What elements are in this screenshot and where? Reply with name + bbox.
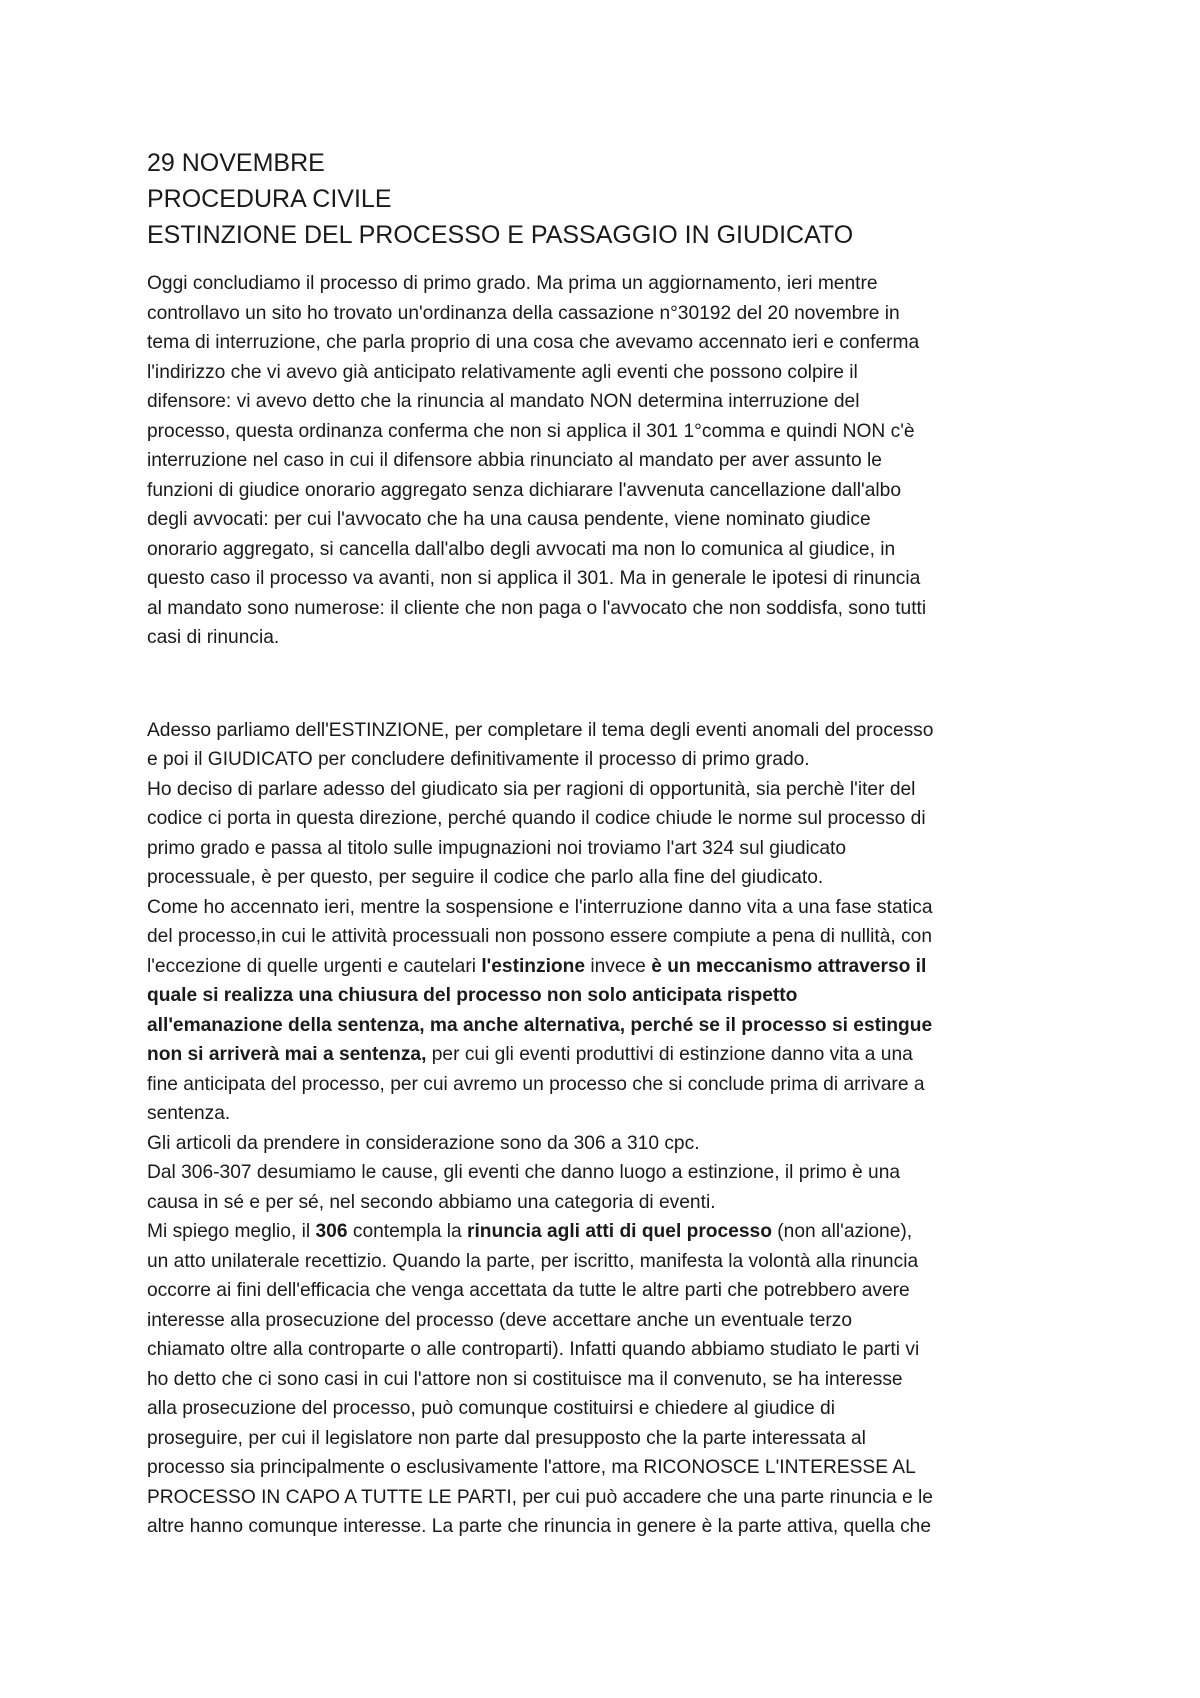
text-line: al mandato sono numerose: il cliente che non paga o l'avvocato che non soddisfa, sono tutti [147, 597, 927, 619]
text-run: un atto unilaterale recettizio. Quando la parte, per iscritto, manifesta la volontà alla rinuncia [147, 1250, 919, 1272]
document-content [147, 145, 1067, 1542]
text-line: l'indirizzo che vi avevo già anticipato relativamente agli eventi che possono colpire il [147, 361, 858, 383]
text-line [147, 1306, 1067, 1336]
text-run: processo sia principalmente o esclusivamente l'attore, ma RICONOSCE L'INTERESSE AL [147, 1457, 916, 1478]
text-run: contempla la [347, 1221, 467, 1242]
text-line: tema di interruzione, che parla proprio di una cosa che avevamo accennato ieri e conferma [147, 332, 920, 353]
text-line [147, 1394, 1067, 1424]
text-line [147, 863, 1067, 893]
text-line: onorario aggregato, si cancella dall'albo degli avvocati ma non lo comunica al giudice, in [147, 538, 896, 560]
text-line [147, 804, 1067, 834]
text-run: alla prosecuzione del processo, può comunque costituirsi e chiedere al giudice di [147, 1398, 835, 1419]
text-line [147, 1365, 1067, 1395]
text-line [147, 745, 1067, 775]
text-run: primo grado e passa al titolo sulle impugnazioni noi troviamo l'art 324 sul giudicato [147, 837, 847, 859]
text-run: (non all'azione), [771, 1221, 913, 1242]
text-line [147, 1099, 1067, 1129]
text-run: Adesso parliamo dell'ESTINZIONE, per completare il tema degli eventi anomali del processo [147, 719, 934, 741]
bold-text: 306 [315, 1221, 348, 1242]
text-run: Gli articoli da prendere in considerazione sono da 306 a 310 cpc. [147, 1132, 700, 1154]
text-line [147, 981, 1067, 1011]
text-line: degli avvocati: per cui l'avvocato che ha una causa pendente, viene nominato giudice [147, 509, 871, 530]
text-run: Come ho accennato ieri, mentre la sospensione e l'interruzione danno vita a una fase statica [147, 896, 933, 918]
text-line [147, 1483, 1067, 1513]
text-line: Oggi concludiamo il processo di primo grado. Ma prima un aggiornamento, ieri mentre [147, 273, 878, 294]
text-line: funzioni di giudice onorario aggregato senza dichiarare l'avvenuta cancellazione dall'albo [147, 479, 901, 501]
text-line [147, 1217, 1067, 1247]
text-line: interruzione nel caso in cui il difensore abbia rinunciato al mandato per aver assunto le [147, 450, 882, 471]
text-run: ho detto che ci sono casi in cui l'attore non si costituisce ma il convenuto, se ha interesse [147, 1368, 903, 1390]
subject-heading: PROCEDURA CIVILE [147, 185, 392, 213]
text-line [147, 1158, 1067, 1188]
body-paragraph [147, 716, 1067, 1542]
bold-text: all'emanazione della sentenza, ma anche alternativa, perché se il processo si estingue [147, 1014, 933, 1036]
text-line: casi di rinuncia. [147, 627, 280, 648]
text-line: difensore: vi avevo detto che la rinuncia al mandato NON determina interruzione del [147, 391, 860, 412]
bold-text: quale si realizza una chiusura del processo non solo anticipata rispetto [147, 985, 798, 1006]
text-run: interesse alla prosecuzione del processo (deve accettare anche un eventuale terzo [147, 1309, 853, 1331]
text-run: e poi il GIUDICATO per concludere definitivamente il processo di primo grado. [147, 749, 810, 770]
bold-text: è un meccanismo attraverso il [651, 955, 927, 977]
bold-text: non si arriverà mai a sentenza, [147, 1044, 427, 1065]
text-line [147, 716, 1067, 746]
text-line [147, 1188, 1067, 1218]
text-run: Mi spiego meglio, il [147, 1221, 316, 1242]
text-run: proseguire, per cui il legislatore non parte dal presupposto che la parte interessata al [147, 1427, 866, 1449]
text-line [147, 893, 1067, 923]
text-line [147, 922, 1067, 952]
text-run: del processo,in cui le attività processuali non possono essere compiute a pena di nullità, con [147, 926, 933, 947]
text-line [147, 1247, 1067, 1277]
text-line: controllavo un sito ho trovato un'ordinanza della cassazione n°30192 del 20 novembre in [147, 302, 900, 324]
text-run: sentenza. [147, 1103, 231, 1124]
text-line [147, 1070, 1067, 1100]
text-run: fine anticipata del processo, per cui avremo un processo che si conclude prima di arrivare a [147, 1073, 925, 1095]
text-run: occorre ai fini dell'efficacia che venga accettata da tutte le altre parti che potrebbero avere [147, 1280, 910, 1301]
intro-paragraph [147, 269, 1067, 653]
text-line [147, 1453, 1067, 1483]
text-run: PROCESSO IN CAPO A TUTTE LE PARTI, per cui può accadere che una parte rinuncia e le [147, 1486, 933, 1508]
text-run: Ho deciso di parlare adesso del giudicato sia per ragioni di opportunità, sia perchè l'iter del [147, 778, 916, 800]
text-run: l'eccezione di quelle urgenti e cautelari [147, 955, 482, 977]
text-run: altre hanno comunque interesse. La parte che rinuncia in genere è la parte attiva, quella che [147, 1516, 931, 1537]
text-line [147, 834, 1067, 864]
document-headings [147, 145, 1067, 253]
bold-text: l'estinzione [481, 955, 586, 977]
text-line [147, 1335, 1067, 1365]
text-line: processo, questa ordinanza conferma che non si applica il 301 1°comma e quindi NON c'è [147, 420, 915, 442]
text-run: codice ci porta in questa direzione, perché quando il codice chiude le norme sul processo di [147, 808, 926, 829]
date-heading: 29 NOVEMBRE [147, 149, 325, 177]
text-line [147, 1276, 1067, 1306]
text-line [147, 952, 1067, 982]
text-line [147, 1424, 1067, 1454]
text-line: questo caso il processo va avanti, non si applica il 301. Ma in generale le ipotesi di rinuncia [147, 568, 921, 589]
text-line [147, 1512, 1067, 1542]
text-run: chiamato oltre alla controparte o alle controparti). Infatti quando abbiamo studiato le parti vi [147, 1339, 920, 1360]
text-run: per cui gli eventi produttivi di estinzione danno vita a una [426, 1044, 913, 1065]
text-line [147, 775, 1067, 805]
bold-text: rinuncia agli atti di quel processo [466, 1221, 772, 1242]
text-line [147, 1040, 1067, 1070]
text-run: causa in sé e per sé, nel secondo abbiamo una categoria di eventi. [147, 1191, 716, 1213]
text-line [147, 1129, 1067, 1159]
text-line [147, 1011, 1067, 1041]
text-run: Dal 306-307 desumiamo le cause, gli eventi che danno luogo a estinzione, il primo è una [147, 1162, 901, 1183]
text-run: invece [585, 955, 652, 977]
text-run: processuale, è per questo, per seguire il codice che parlo alla fine del giudicato. [147, 867, 824, 888]
topic-heading: ESTINZIONE DEL PROCESSO E PASSAGGIO IN GIUDICATO [147, 221, 854, 249]
